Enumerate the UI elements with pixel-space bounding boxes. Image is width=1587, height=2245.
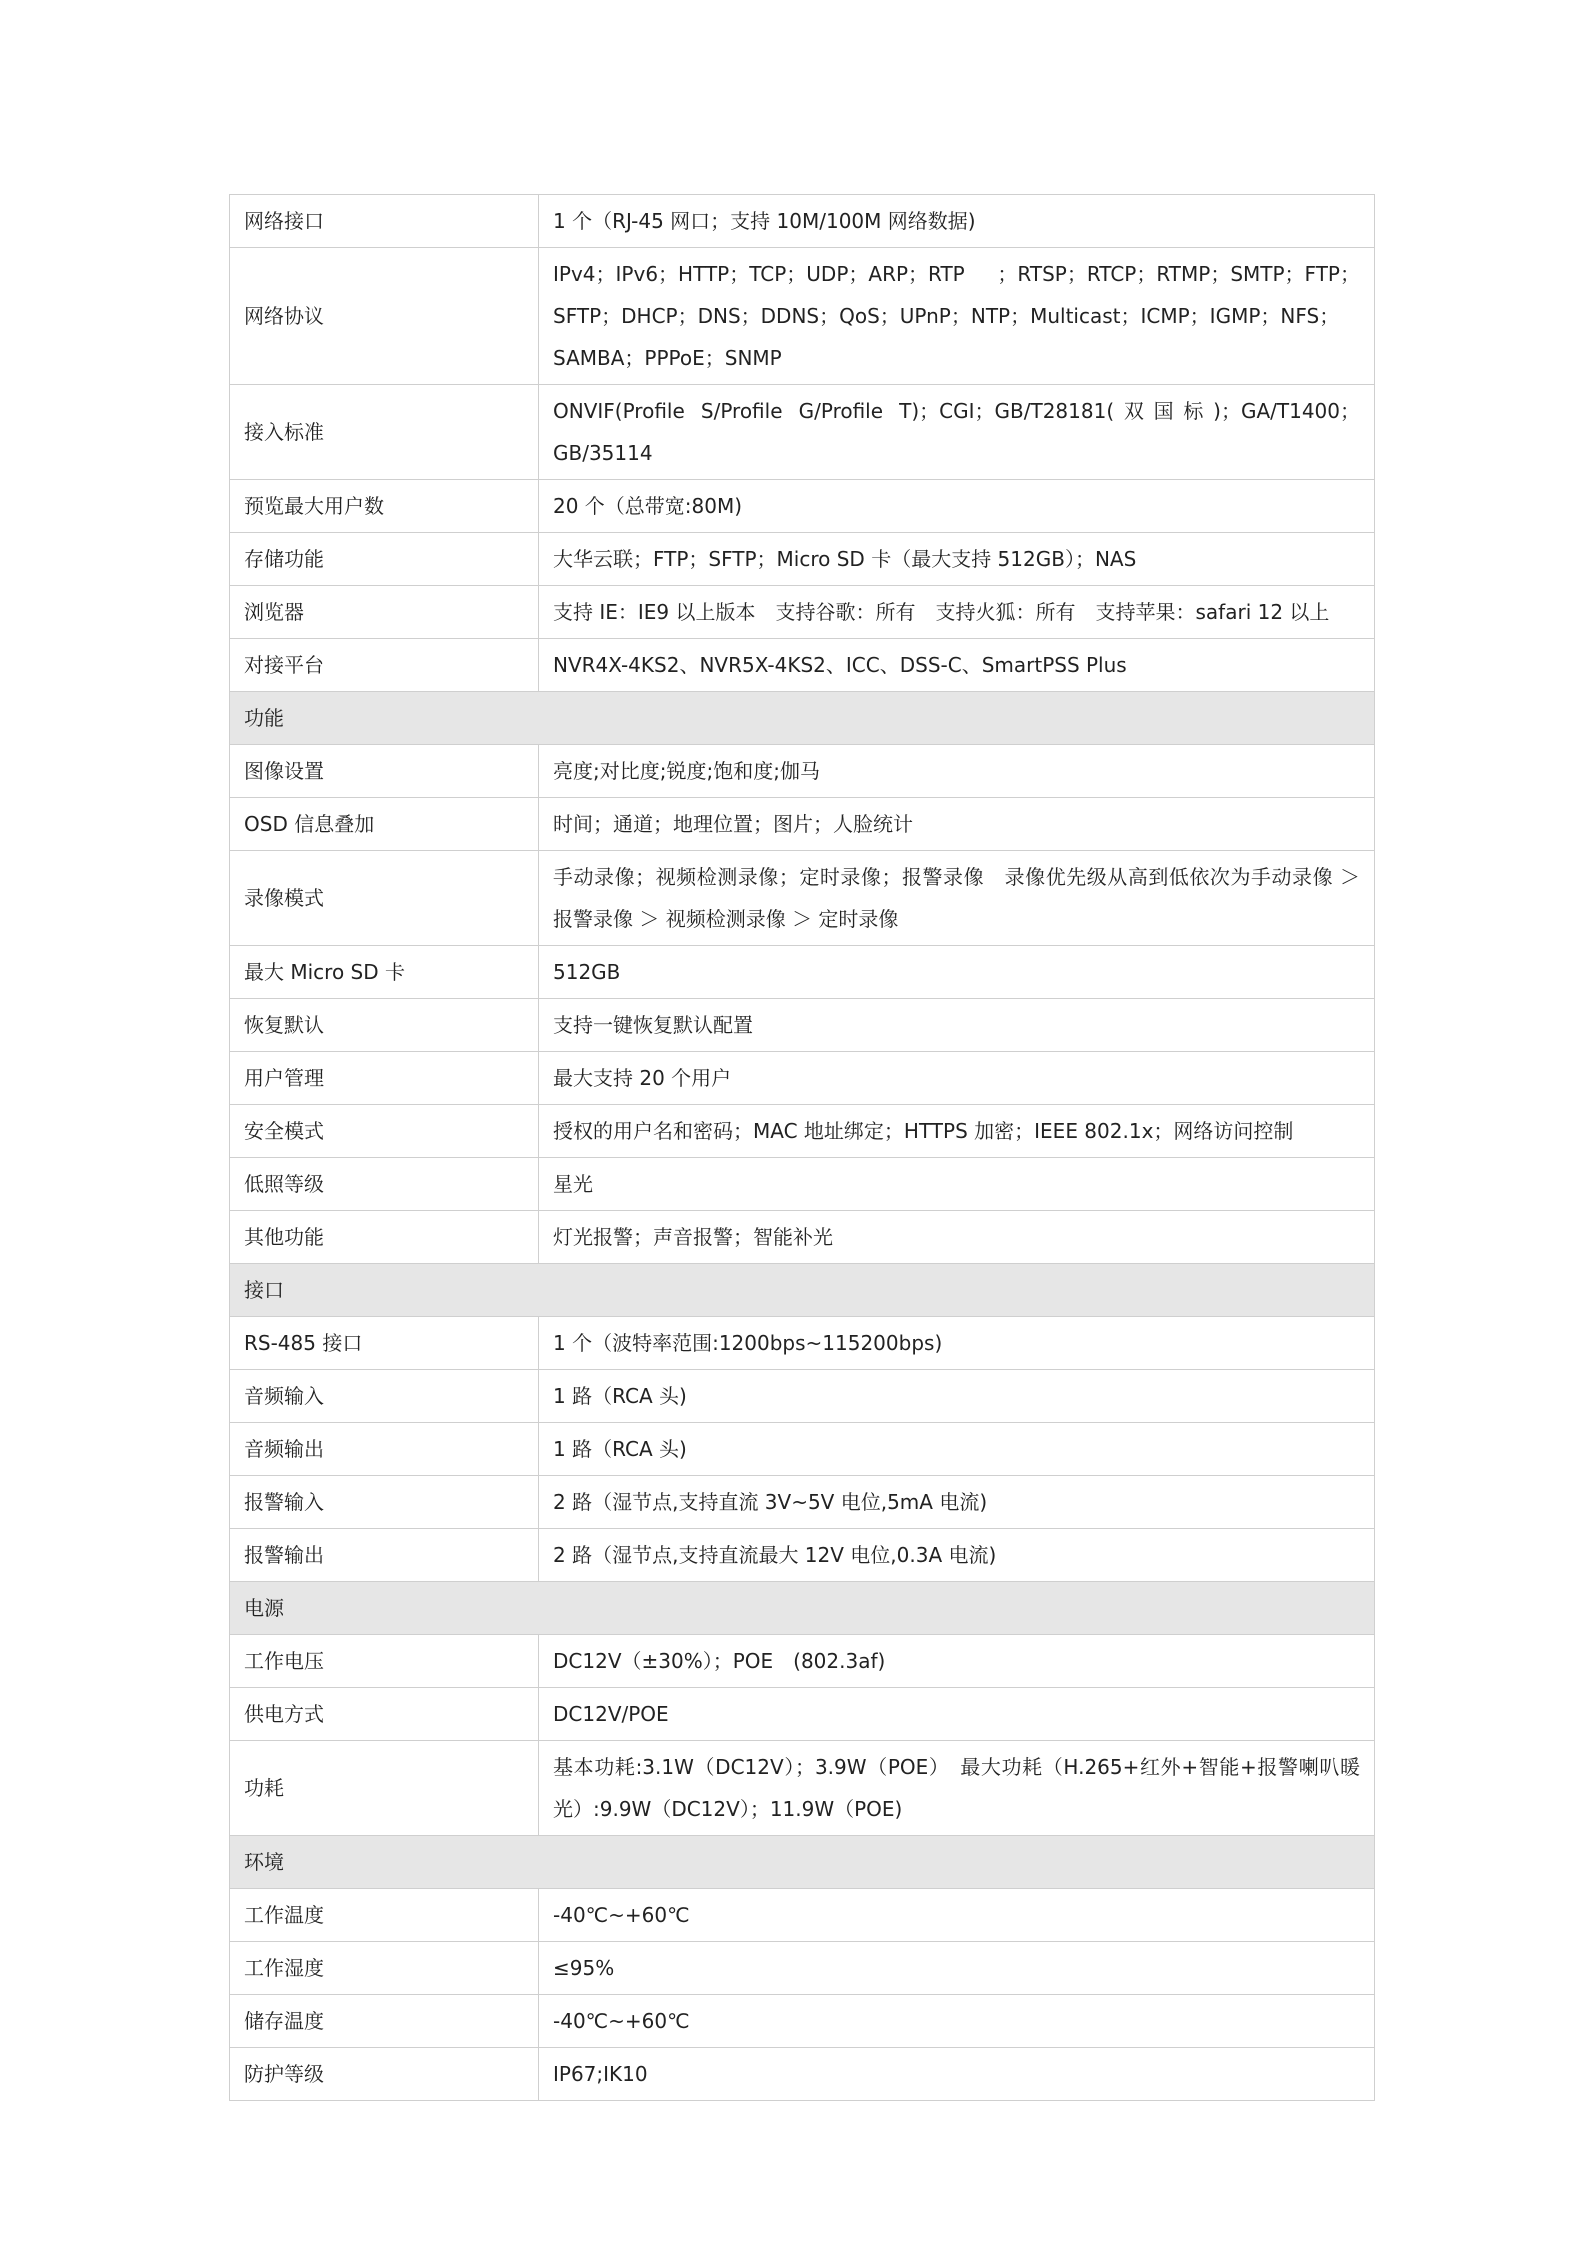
spec-row	[230, 1211, 1375, 1264]
section-title: 环境	[230, 1836, 1375, 1889]
spec-value: IP67;IK10	[539, 2048, 1375, 2101]
spec-value: 1 路（RCA 头)	[539, 1370, 1375, 1423]
spec-value: 时间；通道；地理位置；图片；人脸统计	[539, 798, 1375, 851]
spec-label: 低照等级	[230, 1158, 539, 1211]
spec-row	[230, 1889, 1375, 1942]
spec-row	[230, 1105, 1375, 1158]
spec-row	[230, 1529, 1375, 1582]
spec-value: 亮度;对比度;锐度;饱和度;伽马	[539, 745, 1375, 798]
spec-label: 供电方式	[230, 1688, 539, 1741]
spec-value: ONVIF(Profile S/Profile G/Profile T)；CGI；GB/T28181(双国标)；GA/T1400；GB/35114	[539, 385, 1375, 480]
spec-row	[230, 1741, 1375, 1836]
spec-value: 大华云联；FTP；SFTP；Micro SD 卡（最大支持 512GB）；NAS	[539, 533, 1375, 586]
spec-row	[230, 1052, 1375, 1105]
spec-label: 存储功能	[230, 533, 539, 586]
spec-value: 1 个（RJ-45 网口；支持 10M/100M 网络数据)	[539, 195, 1375, 248]
spec-label: 工作湿度	[230, 1942, 539, 1995]
spec-row	[230, 1370, 1375, 1423]
spec-label: RS-485 接口	[230, 1317, 539, 1370]
spec-row	[230, 195, 1375, 248]
section-header-row	[230, 692, 1375, 745]
spec-row	[230, 1995, 1375, 2048]
spec-row	[230, 533, 1375, 586]
spec-row	[230, 1942, 1375, 1995]
spec-value: IPv4；IPv6；HTTP；TCP；UDP；ARP；RTP ；RTSP；RTCP；RTMP；SMTP；FTP；SFTP；DHCP；DNS；DDNS；QoS；UPnP；NTP；Multicast；ICMP；IGMP；NFS；SAMBA；PPPoE；SNMP	[539, 248, 1375, 385]
spec-value: -40℃~+60℃	[539, 1995, 1375, 2048]
section-title: 功能	[230, 692, 1375, 745]
spec-row	[230, 1317, 1375, 1370]
spec-label: 工作温度	[230, 1889, 539, 1942]
spec-row	[230, 2048, 1375, 2101]
spec-value: 支持一键恢复默认配置	[539, 999, 1375, 1052]
spec-label: 报警输入	[230, 1476, 539, 1529]
spec-value: 1 路（RCA 头)	[539, 1423, 1375, 1476]
spec-label: 报警输出	[230, 1529, 539, 1582]
section-header-row	[230, 1264, 1375, 1317]
spec-label: 用户管理	[230, 1052, 539, 1105]
spec-value: DC12V（±30%）；POE (802.3af)	[539, 1635, 1375, 1688]
spec-value: ≤95%	[539, 1942, 1375, 1995]
spec-label: 录像模式	[230, 851, 539, 946]
spec-row	[230, 586, 1375, 639]
spec-row	[230, 1423, 1375, 1476]
spec-value: 星光	[539, 1158, 1375, 1211]
spec-value: 基本功耗:3.1W（DC12V）；3.9W（POE） 最大功耗（H.265+红外+智能+报警喇叭暖光）:9.9W（DC12V）；11.9W（POE)	[539, 1741, 1375, 1836]
spec-row	[230, 1158, 1375, 1211]
spec-label: 音频输入	[230, 1370, 539, 1423]
spec-row	[230, 999, 1375, 1052]
spec-value: 最大支持 20 个用户	[539, 1052, 1375, 1105]
spec-row	[230, 385, 1375, 480]
spec-value: 1 个（波特率范围:1200bps~115200bps)	[539, 1317, 1375, 1370]
spec-row	[230, 745, 1375, 798]
spec-label: 恢复默认	[230, 999, 539, 1052]
spec-value: -40℃~+60℃	[539, 1889, 1375, 1942]
spec-value: 2 路（湿节点,支持直流最大 12V 电位,0.3A 电流)	[539, 1529, 1375, 1582]
spec-table	[229, 194, 1375, 2101]
spec-value: 手动录像；视频检测录像；定时录像；报警录像 录像优先级从高到低依次为手动录像 ＞ 报警录像 ＞ 视频检测录像 ＞ 定时录像	[539, 851, 1375, 946]
spec-row	[230, 1635, 1375, 1688]
spec-label: 音频输出	[230, 1423, 539, 1476]
spec-label: 图像设置	[230, 745, 539, 798]
spec-row	[230, 480, 1375, 533]
spec-value: NVR4X-4KS2、NVR5X-4KS2、ICC、DSS-C、SmartPSS Plus	[539, 639, 1375, 692]
spec-label: 预览最大用户数	[230, 480, 539, 533]
spec-value: 支持 IE：IE9 以上版本 支持谷歌：所有 支持火狐：所有 支持苹果：safari 12 以上	[539, 586, 1375, 639]
spec-value: 512GB	[539, 946, 1375, 999]
spec-label: 最大 Micro SD 卡	[230, 946, 539, 999]
section-header-row	[230, 1582, 1375, 1635]
spec-label: 功耗	[230, 1741, 539, 1836]
spec-label: 储存温度	[230, 1995, 539, 2048]
spec-label: 防护等级	[230, 2048, 539, 2101]
spec-label: 工作电压	[230, 1635, 539, 1688]
spec-row	[230, 248, 1375, 385]
spec-label: OSD 信息叠加	[230, 798, 539, 851]
section-title: 接口	[230, 1264, 1375, 1317]
spec-label: 其他功能	[230, 1211, 539, 1264]
spec-label: 浏览器	[230, 586, 539, 639]
spec-value: DC12V/POE	[539, 1688, 1375, 1741]
spec-row	[230, 639, 1375, 692]
spec-value: 2 路（湿节点,支持直流 3V~5V 电位,5mA 电流)	[539, 1476, 1375, 1529]
spec-label: 安全模式	[230, 1105, 539, 1158]
spec-value: 授权的用户名和密码；MAC 地址绑定；HTTPS 加密；IEEE 802.1x；网络访问控制	[539, 1105, 1375, 1158]
spec-label: 对接平台	[230, 639, 539, 692]
spec-row	[230, 851, 1375, 946]
spec-label: 接入标准	[230, 385, 539, 480]
spec-label: 网络协议	[230, 248, 539, 385]
spec-row	[230, 1476, 1375, 1529]
spec-table-body	[230, 195, 1375, 2101]
spec-value: 20 个（总带宽:80M)	[539, 480, 1375, 533]
section-header-row	[230, 1836, 1375, 1889]
spec-row	[230, 798, 1375, 851]
spec-row	[230, 946, 1375, 999]
section-title: 电源	[230, 1582, 1375, 1635]
spec-label: 网络接口	[230, 195, 539, 248]
spec-value: 灯光报警；声音报警；智能补光	[539, 1211, 1375, 1264]
spec-row	[230, 1688, 1375, 1741]
